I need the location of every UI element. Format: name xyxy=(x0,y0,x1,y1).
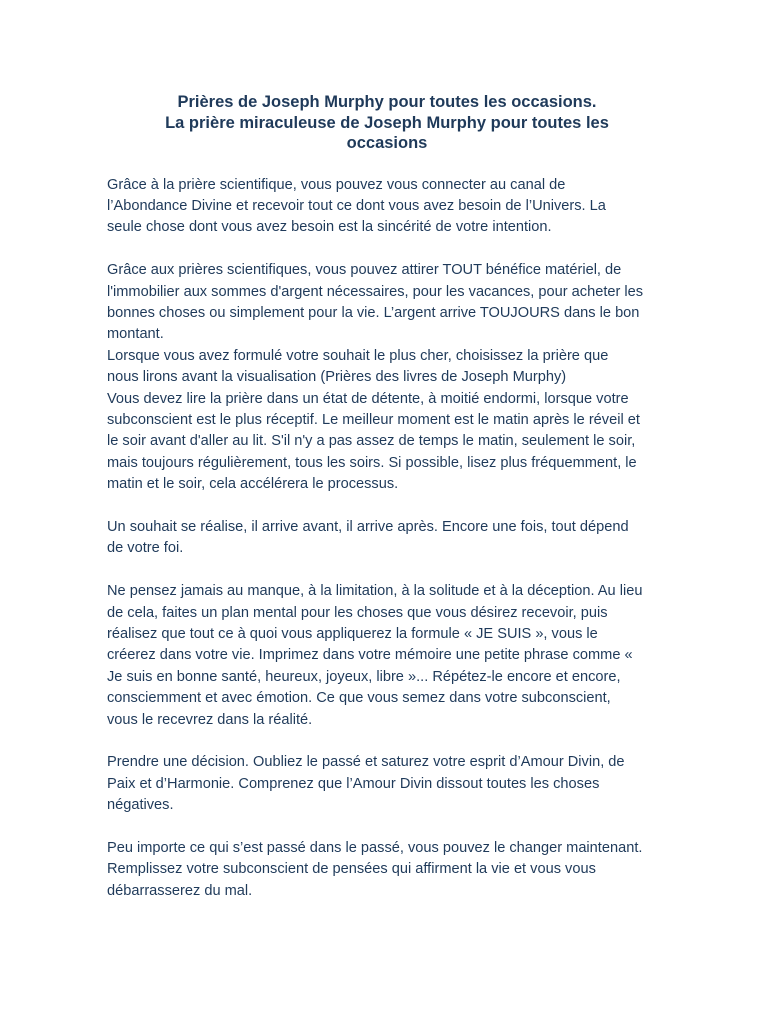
paragraph-je-suis: Ne pensez jamais au manque, à la limitation, à la solitude et à la déception. Au lieu de cela, faites un plan mental pour les choses que vous désirez recevoir, puis réalisez que tout ce à quoi vous appliquerez la formule « JE SUIS », vous le créerez dans votre vie. Imprimez dans votre mémoire une petite phrase comme « Je suis en bonne santé, heureux, joyeux, libre »... Répétez-le encore et encore, consciemment et avec émotion. Ce que vous semez dans votre subconscient, vous le recevrez dans la réalité. xyxy=(107,583,643,728)
document-page xyxy=(107,92,667,924)
paragraph-choose-prayer: Lorsque vous avez formulé votre souhait le plus cher, choisissez la prière que nous lirons avant la visualisation (Prières des livres de Joseph Murphy) xyxy=(107,347,609,386)
paragraph-wish-faith: Un souhait se réalise, il arrive avant, il arrive après. Encore une fois, tout dépend de votre foi. xyxy=(107,518,629,557)
document-title xyxy=(107,92,667,154)
paragraph-reading-instructions: Vous devez lire la prière dans un état de détente, à moitié endormi, lorsque votre subconscient est le plus réceptif. Le meilleur moment est le matin après le réveil et le soir avant d'aller au lit. S'il n'y a pas assez de temps le matin, seulement le soir, mais toujours régulièrement, tous les soirs. Si possible, lisez plus fréquemment, le matin et le soir, cela accélérera le processus. xyxy=(107,390,640,493)
title-line-2: La prière miraculeuse de Joseph Murphy pour toutes les xyxy=(165,113,609,132)
paragraph-intro: Grâce à la prière scientifique, vous pouvez vous connecter au canal de l’Abondance Divine et recevoir tout ce dont vous avez besoin de l’Univers. La seule chose dont vous avez besoin est la sincérité de votre intention. xyxy=(107,176,606,236)
title-line-1: Prières de Joseph Murphy pour toutes les occasions. xyxy=(177,93,597,111)
title-line-3: occasions xyxy=(346,134,428,152)
paragraph-material-benefits: Grâce aux prières scientifiques, vous pouvez attirer TOUT bénéfice matériel, de l'immobilier aux sommes d'argent nécessaires, pour les vacances, pour acheter les bonnes choses ou simplement pour la vie. L’argent arrive TOUJOURS dans le bon montant. xyxy=(107,262,644,343)
paragraph-change-now: Peu importe ce qui s’est passé dans le passé, vous pouvez le changer maintenant. Remplissez votre subconscient de pensées qui affirment la vie et vous vous débarrasserez du mal. xyxy=(107,840,643,899)
paragraph-decision: Prendre une décision. Oubliez le passé et saturez votre esprit d’Amour Divin, de Paix et d’Harmonie. Comprenez que l’Amour Divin dissout toutes les choses négatives. xyxy=(107,754,625,814)
